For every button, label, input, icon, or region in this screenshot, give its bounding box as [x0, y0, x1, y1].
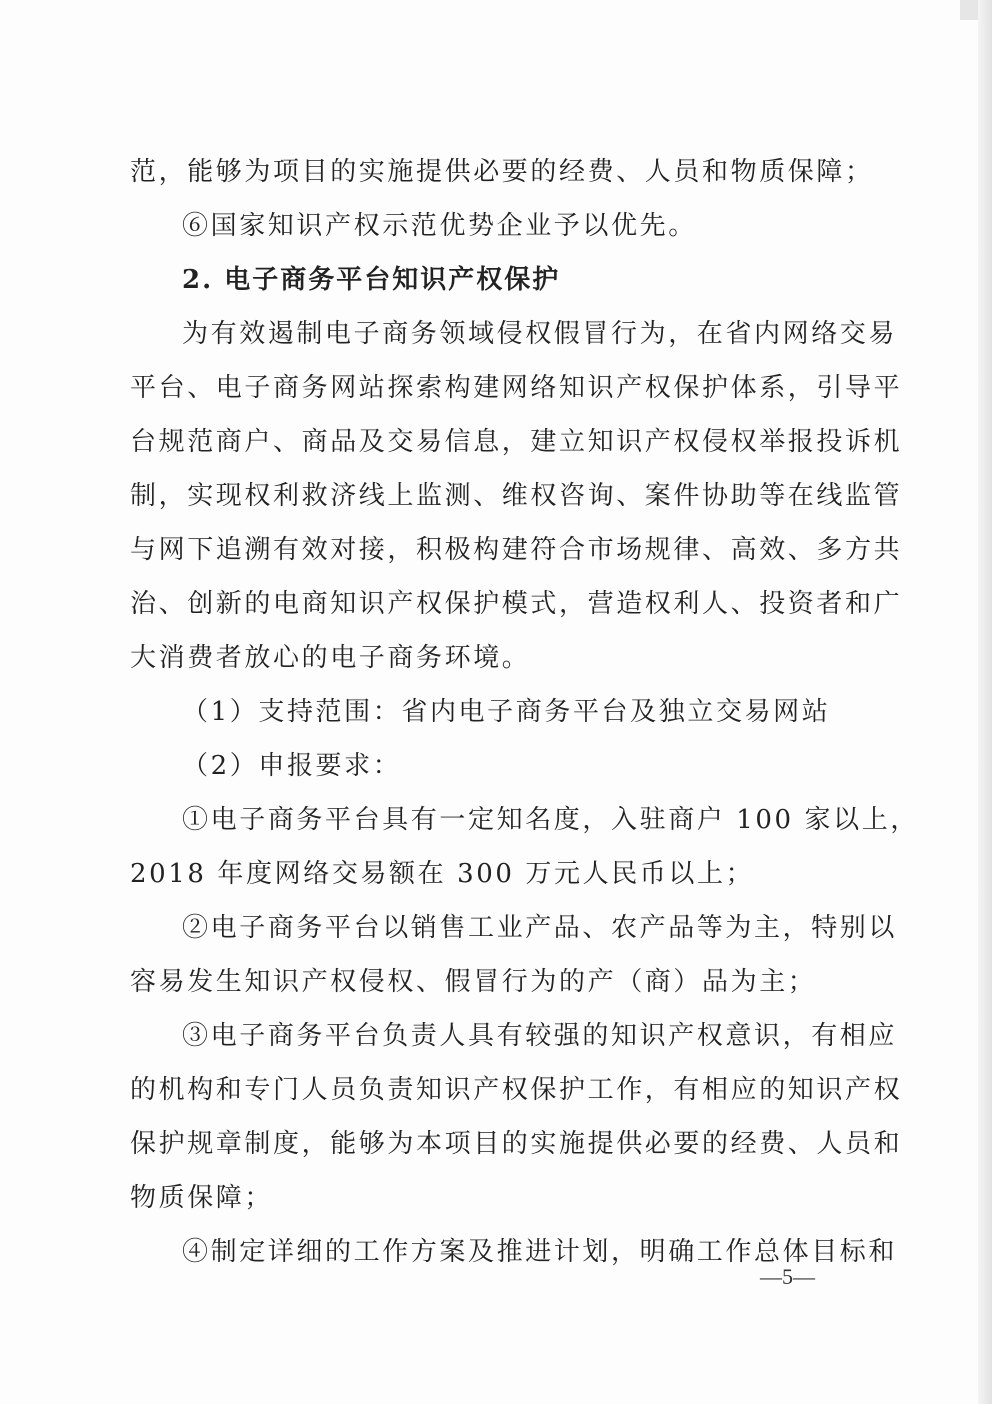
requirement-4: ④制定详细的工作方案及推进计划，明确工作总体目标和 — [182, 1237, 898, 1267]
scan-corner-mark — [960, 0, 978, 20]
requirement-1-cont: 2018 年度网络交易额在 300 万元人民币以上； — [130, 859, 755, 889]
paragraph-line: 台规范商户、商品及交易信息，建立知识产权侵权举报投诉机 — [130, 427, 903, 457]
requirement-3-cont: 保护规章制度，能够为本项目的实施提供必要的经费、人员和 — [130, 1129, 903, 1159]
support-scope-line: （1）支持范围：省内电子商务平台及独立交易网站 — [182, 697, 831, 727]
paragraph-line: 平台、电子商务网站探索构建网络知识产权保护体系，引导平 — [130, 373, 903, 403]
requirement-2: ②电子商务平台以销售工业产品、农产品等为主，特别以 — [182, 913, 898, 943]
paragraph-line: 治、创新的电商知识产权保护模式，营造权利人、投资者和广 — [130, 589, 903, 619]
list-item-6: ⑥国家知识产权示范优势企业予以优先。 — [182, 211, 697, 241]
requirements-heading: （2）申报要求： — [182, 751, 402, 781]
section-heading: 2. 电子商务平台知识产权保护 — [182, 265, 561, 295]
paragraph-line: 为有效遏制电子商务领域侵权假冒行为，在省内网络交易 — [182, 319, 898, 349]
requirement-3-cont: 的机构和专门人员负责知识产权保护工作，有相应的知识产权 — [130, 1075, 903, 1105]
paragraph-line: 范，能够为项目的实施提供必要的经费、人员和物质保障； — [130, 157, 874, 187]
requirement-3-cont: 物质保障； — [130, 1183, 274, 1213]
paragraph-line: 大消费者放心的电子商务环境。 — [130, 643, 531, 673]
requirement-1: ①电子商务平台具有一定知名度，入驻商户 100 家以上， — [182, 805, 919, 835]
document-body — [130, 145, 919, 1279]
page-number: —5— — [760, 1264, 815, 1289]
page-edge-shadow — [978, 0, 992, 1404]
paragraph-line: 制，实现权利救济线上监测、维权咨询、案件协助等在线监管 — [130, 481, 903, 511]
paragraph-line: 与网下追溯有效对接，积极构建符合市场规律、高效、多方共 — [130, 535, 903, 565]
requirement-3: ③电子商务平台负责人具有较强的知识产权意识，有相应 — [182, 1021, 898, 1051]
requirement-2-cont: 容易发生知识产权侵权、假冒行为的产（商）品为主； — [130, 967, 817, 997]
